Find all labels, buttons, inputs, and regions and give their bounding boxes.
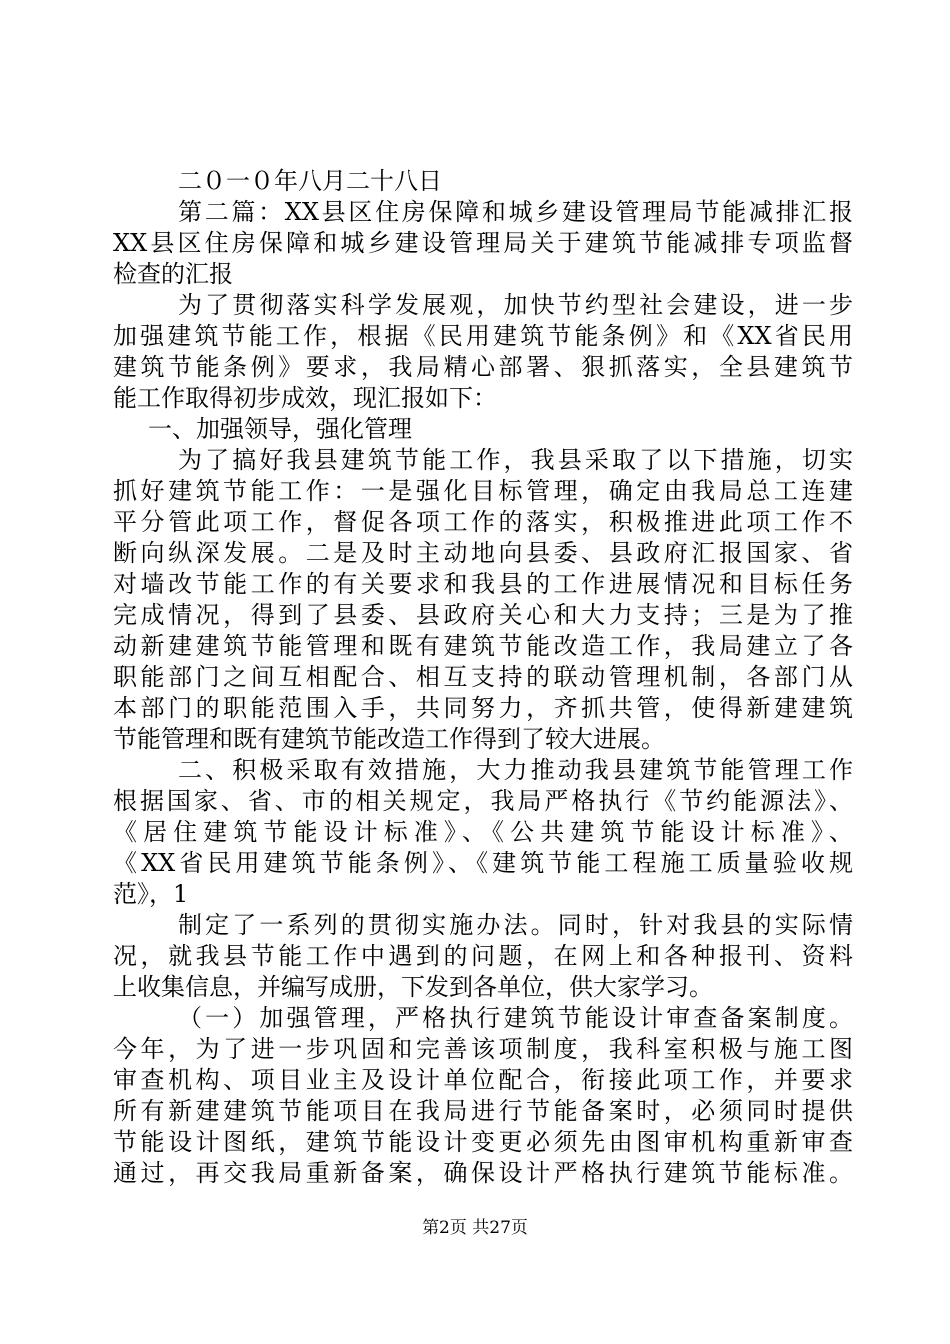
text-line: 加强建筑节能工作，根据《民用建筑节能条例》和《XX省民用	[113, 322, 853, 350]
text-line: 《居住建筑节能设计标准》、《公共建筑节能设计标准》、	[113, 818, 853, 846]
text-line: （一）加强管理，严格执行建筑节能设计审查备案制度。	[178, 1004, 853, 1032]
text-line: 为了贯彻落实科学发展观，加快节约型社会建设，进一步	[178, 291, 853, 319]
text-line: 动新建建筑节能管理和既有建筑节能改造工作，我局建立了各	[113, 632, 853, 660]
text-line: 平分管此项工作，督促各项工作的落实，积极推进此项工作不	[113, 508, 853, 536]
text-line: 断向纵深发展。二是及时主动地向县委、县政府汇报国家、省	[113, 539, 853, 567]
text-line: 第二篇：XX县区住房保障和城乡建设管理局节能减排汇报	[178, 198, 853, 226]
text-line: 一、加强领导，强化管理	[148, 415, 412, 443]
text-line: 本部门的职能范围入手，共同努力，齐抓共管，使得新建建筑	[113, 694, 853, 722]
text-line: 检查的汇报	[113, 260, 233, 288]
text-line: 职能部门之间互相配合、相互支持的联动管理机制，各部门从	[113, 663, 853, 691]
text-line: 范》，1	[113, 880, 189, 908]
text-line: 上收集信息，并编写成册，下发到各单位，供大家学习。	[113, 973, 713, 1001]
text-line: 《XX省民用建筑节能条例》、《建筑节能工程施工质量验收规	[113, 849, 853, 877]
text-line: 根据国家、省、市的相关规定，我局严格执行《节约能源法》、	[113, 787, 853, 815]
text-line: 二０一０年八月二十八日	[178, 167, 442, 195]
text-line: 节能管理和既有建筑节能改造工作得到了较大进展。	[113, 725, 665, 753]
text-line: 制定了一系列的贯彻实施办法。同时，针对我县的实际情	[178, 911, 853, 939]
text-line: 节能设计图纸，建筑节能设计变更必须先由图审机构重新审查	[113, 1128, 853, 1156]
page-footer: 第2页 共27页	[422, 1218, 528, 1238]
text-line: 况，就我县节能工作中遇到的问题，在网上和各种报刊、资料	[113, 942, 853, 970]
text-line: 二、积极采取有效措施，大力推动我县建筑节能管理工作	[178, 756, 853, 784]
text-line: 今年，为了进一步巩固和完善该项制度，我科室积极与施工图	[113, 1035, 853, 1063]
text-line: 建筑节能条例》要求，我局精心部署、狠抓落实，全县建筑节	[113, 353, 853, 381]
text-line: 完成情况，得到了县委、县政府关心和大力支持；三是为了推	[113, 601, 853, 629]
text-line: XX县区住房保障和城乡建设管理局关于建筑节能减排专项监督	[113, 229, 853, 257]
text-line: 为了搞好我县建筑节能工作，我县采取了以下措施，切实	[178, 446, 853, 474]
text-line: 能工作取得初步成效，现汇报如下：	[113, 384, 497, 412]
text-line: 抓好建筑节能工作：一是强化目标管理，确定由我局总工连建	[113, 477, 853, 505]
text-line: 所有新建建筑节能项目在我局进行节能备案时，必须同时提供	[113, 1097, 853, 1125]
text-line: 对墙改节能工作的有关要求和我县的工作进展情况和目标任务	[113, 570, 853, 598]
text-line: 审查机构、项目业主及设计单位配合，衔接此项工作，并要求	[113, 1066, 853, 1094]
text-line: 通过，再交我局重新备案，确保设计严格执行建筑节能标准。	[113, 1159, 853, 1187]
